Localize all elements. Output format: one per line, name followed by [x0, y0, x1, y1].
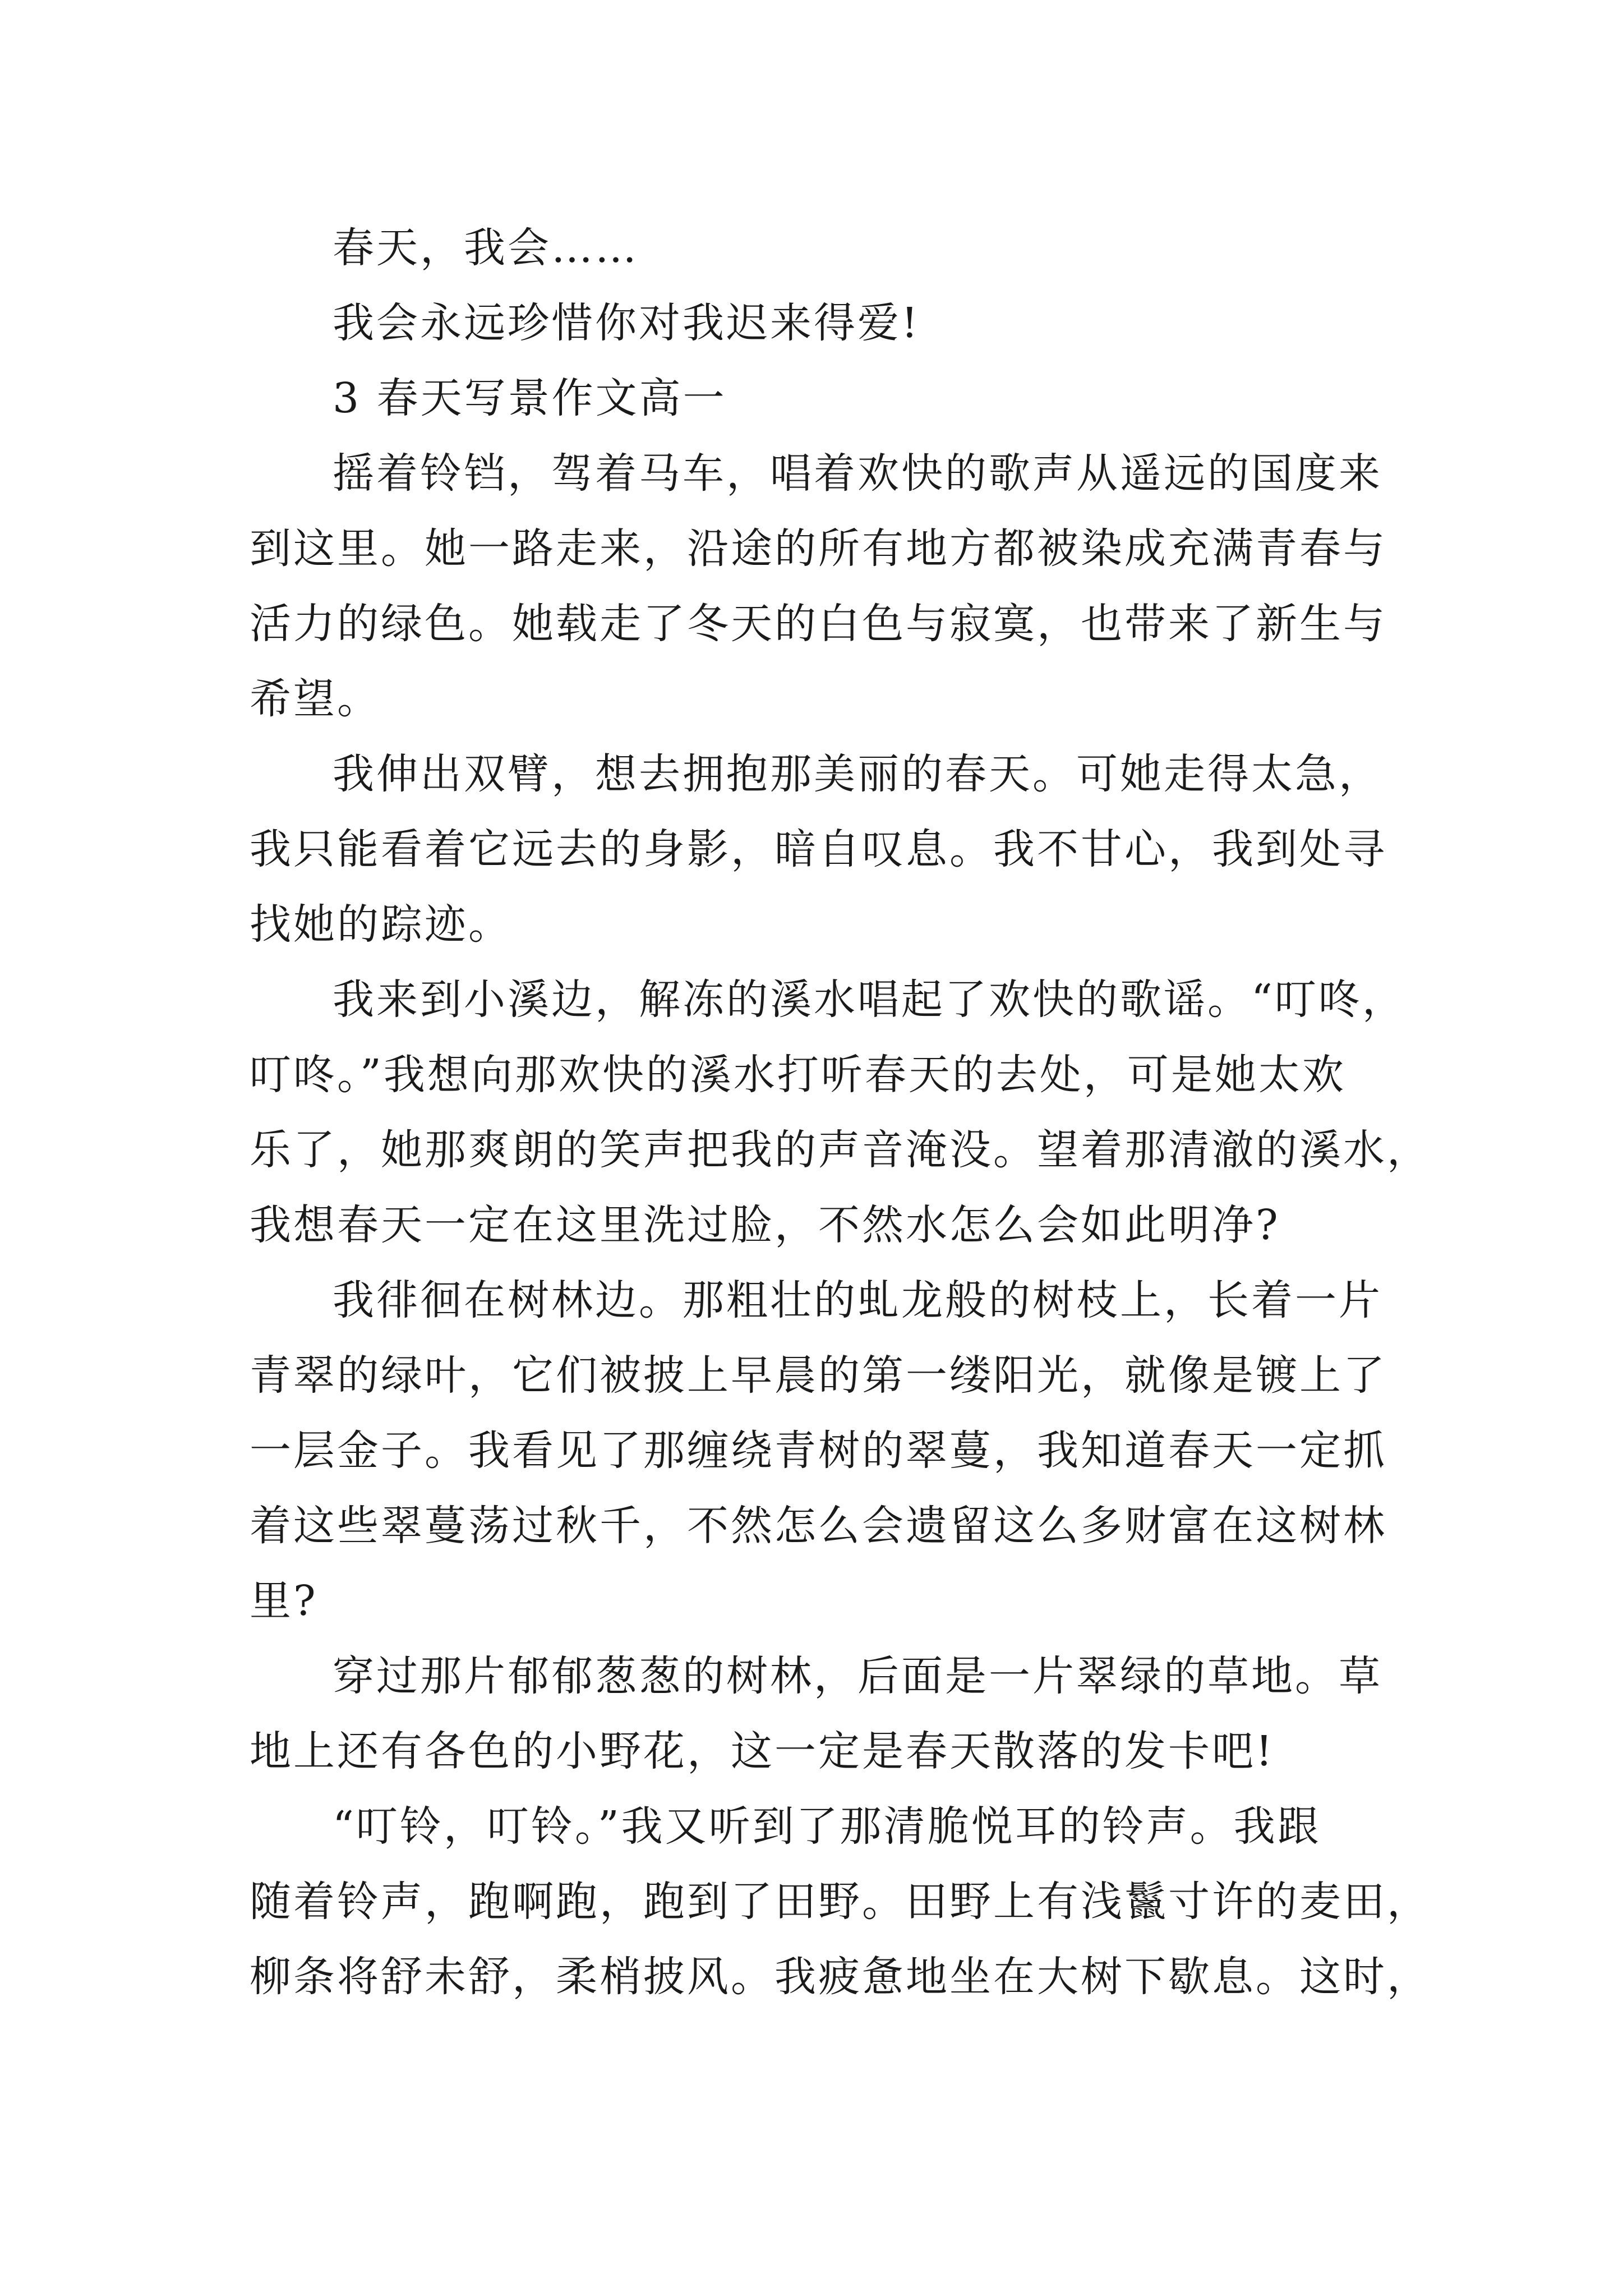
text-line: 我会永远珍惜你对我迟来得爱!: [333, 299, 920, 347]
text-line: 我想春天一定在这里洗过脸，不然水怎么会如此明净?: [250, 1201, 1280, 1249]
text-line: 里?: [250, 1577, 318, 1625]
text-line: 叮咚。”我想向那欢快的溪水打听春天的去处，可是她太欢: [250, 1051, 1346, 1099]
text-line: 到这里。她一路走来，沿途的所有地方都被染成充满青春与: [250, 524, 1387, 573]
text-line: 春天，我会……: [333, 224, 639, 272]
text-line: 我徘徊在树林边。那粗壮的虬龙般的树枝上，长着一片: [333, 1276, 1382, 1324]
text-line: 我伸出双臂，想去拥抱那美丽的春天。可她走得太急，: [333, 750, 1382, 798]
text-line: 摇着铃铛，驾着马车，唱着欢快的歌声从遥远的国度来: [333, 449, 1382, 498]
section-heading: 3 春天写景作文高一: [333, 374, 727, 422]
text-line: 我来到小溪边，解冻的溪水唱起了欢快的歌谣。“叮咚，: [333, 976, 1406, 1024]
text-line: 希望。: [250, 675, 381, 723]
text-line: 找她的踪迹。: [250, 900, 512, 949]
text-line: “叮铃，叮铃。”我又听到了那清脆悦耳的铃声。我跟: [333, 1802, 1321, 1851]
text-line: 随着铃声，跑啊跑，跑到了田野。田野上有浅鬣寸许的麦田，: [250, 1878, 1431, 1926]
text-line: 柳条将舒未舒，柔梢披风。我疲惫地坐在大树下歇息。这时，: [250, 1953, 1431, 2001]
text-line: 活力的绿色。她载走了冬天的白色与寂寞，也带来了新生与: [250, 600, 1387, 648]
text-line: 穿过那片郁郁葱葱的树林，后面是一片翠绿的草地。草: [333, 1652, 1382, 1700]
document-page: [250, 210, 1431, 2014]
text-line: 着这些翠蔓荡过秋千，不然怎么会遗留这么多财富在这树林: [250, 1502, 1387, 1550]
text-line: 青翠的绿叶，它们被披上早晨的第一缕阳光，就像是镀上了: [250, 1351, 1387, 1400]
text-line: 地上还有各色的小野花，这一定是春天散落的发卡吧!: [250, 1727, 1275, 1775]
text-line: 我只能看着它远去的身影，暗自叹息。我不甘心，我到处寻: [250, 825, 1387, 873]
text-line: 乐了，她那爽朗的笑声把我的声音淹没。望着那清澈的溪水，: [250, 1126, 1431, 1174]
text-line: 一层金子。我看见了那缠绕青树的翠蔓，我知道春天一定抓: [250, 1427, 1387, 1475]
